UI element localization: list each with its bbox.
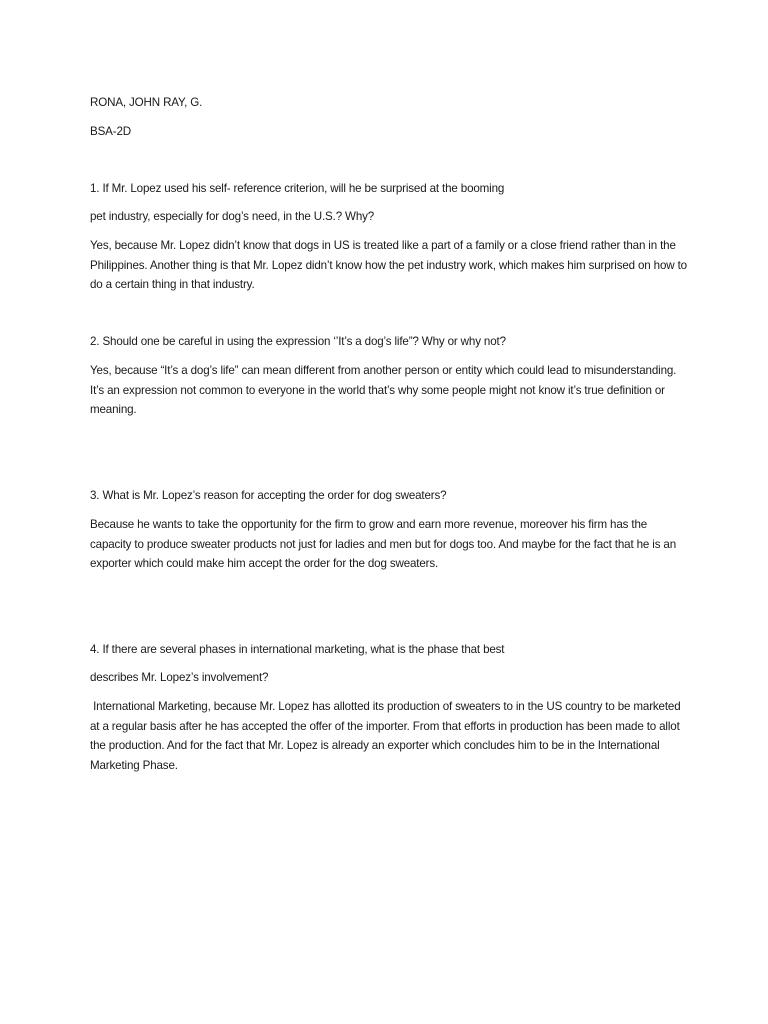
answer-1: Yes, because Mr. Lopez didn’t know that dogs in US is treated like a part of a family or a close friend rather than in the Philippines. Another thing is that Mr. Lopez didn’t know how the pet industry work, which makes him surprised on how to do a certain thing in that industry. bbox=[90, 239, 687, 291]
answer-3: Because he wants to take the opportunity for the firm to grow and earn more revenue, moreover his firm has the capacity to produce sweater products not just for ladies and men but for dogs too. And maybe for the fact that he is an exporter which could make him accept the order for the dog sweaters. bbox=[90, 518, 677, 570]
question-3-line-1: 3. What is Mr. Lopez’s reason for accepting the order for dog sweaters? bbox=[90, 489, 447, 502]
answer-2: Yes, because “It’s a dog’s life” can mean different from another person or entity which could lead to misunderstanding. It’s an expression not common to everyone in the world that’s why some people might not know it’s true definition or meaning. bbox=[90, 364, 677, 416]
question-2-line-1: 2. Should one be careful in using the expression ‘’It’s a dog’s life”? Why or why not? bbox=[90, 335, 506, 348]
question-4-line-2: describes Mr. Lopez’s involvement? bbox=[90, 671, 269, 684]
answer-4: International Marketing, because Mr. Lopez has allotted its production of sweaters to in the US country to be marketed at a regular basis after he has accepted the offer of the importer. From that efforts in production has been made to allot the production. And for the fact that Mr. Lopez is already an exporter which concludes him to be in the International Marketing Phase. bbox=[90, 700, 684, 772]
student-section: BSA-2D bbox=[90, 125, 131, 138]
question-1-line-2: pet industry, especially for dog’s need, in the U.S.? Why? bbox=[90, 210, 375, 223]
question-1-line-1: 1. If Mr. Lopez used his self- reference criterion, will he be surprised at the booming bbox=[90, 182, 505, 195]
student-name: RONA, JOHN RAY, G. bbox=[90, 96, 203, 109]
question-4-line-1: 4. If there are several phases in international marketing, what is the phase that best bbox=[90, 643, 505, 656]
